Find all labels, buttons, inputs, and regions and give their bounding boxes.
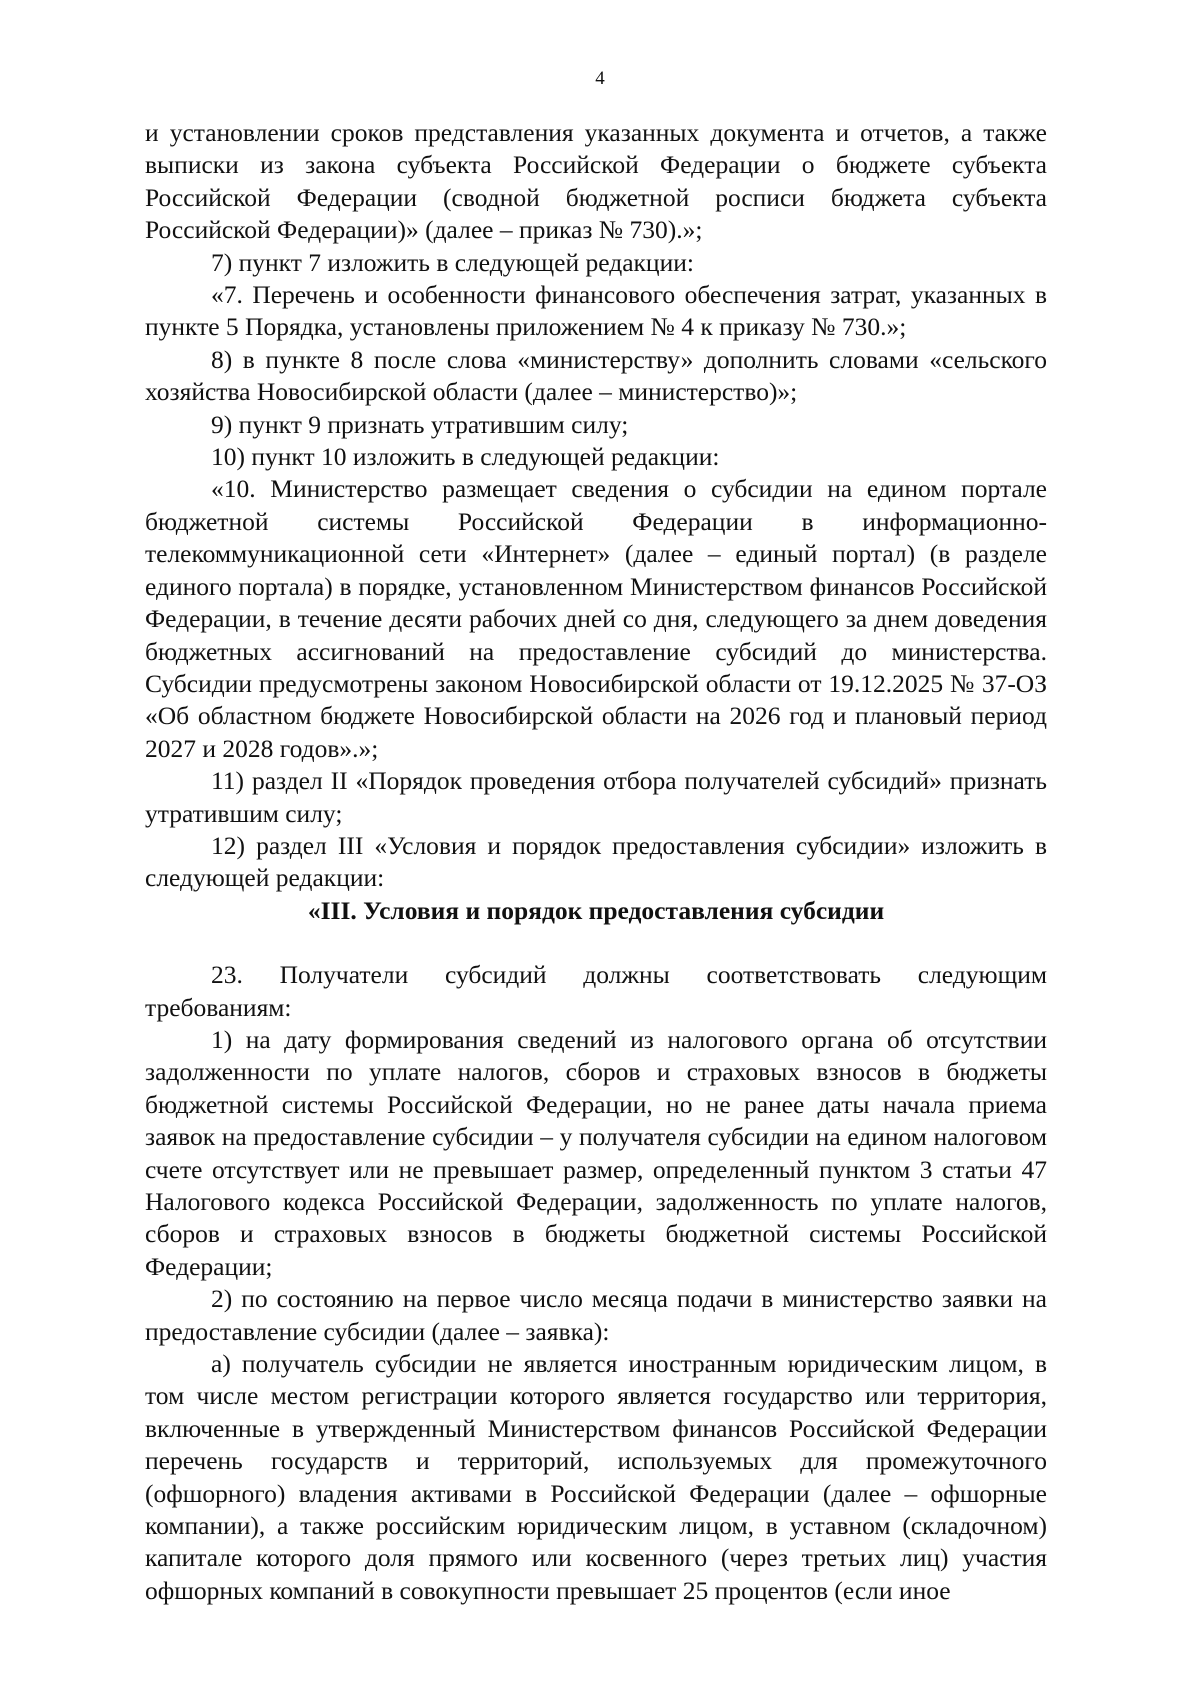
paragraph-item-11: 11) раздел II «Порядок проведения отбора получателей субсидий» признать утратившим силу; xyxy=(145,766,1047,828)
paragraph-item-10-text: «10. Министерство размещает сведения о субсидии на едином портале бюджетной системы Российской Федерации в информационно-телекоммуникационной сети «Интернет» (далее – единый портал) (в разделе единого портала) в порядке, установленном Министерством финансов Российской Федерации, в течение десяти рабочих дней со дня, следующего за днем доведения бюджетных ассигнований на предоставление субсидий до министерства. Субсидии предусмотрены законом Новосибирской области от 19.12.2025 № 37-ОЗ «Об областном бюджете Новосибирской области на 2026 год и плановый период 2027 и 2028 годов».»; xyxy=(145,474,1047,763)
paragraph-item-23-2: 2) по состоянию на первое число месяца подачи в министерство заявки на предоставление субсидии (далее – заявка): xyxy=(145,1284,1047,1346)
section-heading: «III. Условия и порядок предоставления субсидии xyxy=(307,895,885,925)
paragraph-item-7-text: «7. Перечень и особенности финансового обеспечения затрат, указанных в пункте 5 Порядка, установлены приложением № 4 к приказу № 730.»; xyxy=(145,280,1047,342)
paragraph-item-9: 9) пункт 9 признать утратившим силу; xyxy=(211,409,629,439)
paragraph-item-12: 12) раздел III «Условия и порядок предоставления субсидии» изложить в следующей редакции: xyxy=(145,830,1047,893)
paragraph-item-23-2a: а) получатель субсидии не является иностранным юридическим лицом, в том числе местом регистрации которого является государство или территория, включенные в утвержденный Министерством финансов Российской Федерации перечень государств и территорий, используемых для промежуточного (офшорного) владения активами в Российской Федерации (далее – офшорные компании), а также российским юридическим лицом, в уставном (складочном) капитале которого доля прямого или косвенного (через третьих лиц) участия офшорных компаний в совокупности превышает 25 процентов (если иное xyxy=(145,1349,1047,1605)
paragraph-item-23: 23. Получатели субсидий должны соответствовать следующим требованиям: xyxy=(145,960,1047,1022)
paragraph-item-7: 7) пункт 7 изложить в следующей редакции: xyxy=(211,247,694,277)
paragraph-item-8: 8) в пункте 8 после слова «министерству» дополнить словами «сельского хозяйства Новосибирской области (далее – министерство)»; xyxy=(145,344,1047,407)
document-body xyxy=(145,117,1047,1607)
paragraph-continuation: и установлении сроков представления указанных документа и отчетов, а также выписки из закона субъекта Российской Федерации о бюджете субъекта Российской Федерации (сводной бюджетной росписи бюджета субъекта Российской Федерации)» (далее – приказ № 730).»; xyxy=(145,118,1047,245)
paragraph-item-10: 10) пункт 10 изложить в следующей редакции: xyxy=(211,442,720,472)
paragraph-item-23-1: 1) на дату формирования сведений из налогового органа об отсутствии задолженности по уплате налогов, сборов и страховых взносов в бюджеты бюджетной системы Российской Федерации, но не ранее даты начала приема заявок на предоставление субсидии – у получателя субсидии на едином налоговом счете отсутствует или не превышает размер, определенный пунктом 3 статьи 47 Налогового кодекса Российской Федерации, задолженность по уплате налогов, сборов и страховых взносов в бюджеты бюджетной системы Российской Федерации; xyxy=(145,1024,1047,1281)
page-number: 4 xyxy=(595,68,605,89)
